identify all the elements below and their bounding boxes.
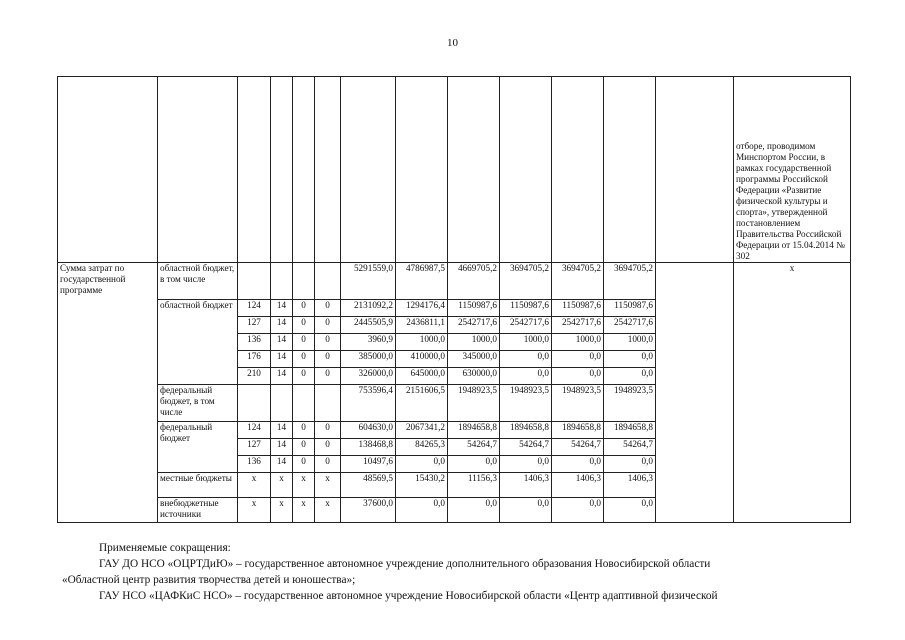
table-cell: 1406,3 (500, 473, 552, 498)
table-cell: 1150987,6 (500, 300, 552, 317)
notes-line: ГАУ НСО «ЦАФКиС НСО» – государственное автономное учреждение Новосибирской области «Центр адаптивной физической (99, 590, 718, 602)
table-cell: 0,0 (552, 498, 604, 523)
table-cell: 0 (293, 422, 315, 439)
table-cell: 2436811,1 (396, 317, 448, 334)
table-cell: 15430,2 (396, 473, 448, 498)
table-cell: 14 (271, 456, 293, 473)
table-cell: 14 (271, 334, 293, 351)
table-cell: 410000,0 (396, 351, 448, 368)
table-cell: 0,0 (500, 456, 552, 473)
table-cell: 1894658,8 (500, 422, 552, 439)
table-cell: 0 (315, 334, 341, 351)
table-cell: 37600,0 (341, 498, 396, 523)
table-cell (293, 385, 315, 422)
table-cell: 2445505,9 (341, 317, 396, 334)
table-cell: 54264,7 (448, 439, 500, 456)
table-cell: 1150987,6 (552, 300, 604, 317)
table-cell: 124 (238, 422, 271, 439)
table-cell (238, 385, 271, 422)
table-cell: x (315, 473, 341, 498)
page-number: 10 (447, 37, 458, 49)
table-cell: 0,0 (552, 351, 604, 368)
table-cell (271, 385, 293, 422)
table-cell: 0 (315, 456, 341, 473)
table-cell: 54264,7 (500, 439, 552, 456)
table-cell: 138468,8 (341, 439, 396, 456)
table-cell: 14 (271, 300, 293, 317)
table-cell: 0,0 (448, 456, 500, 473)
table-cell: 0,0 (604, 498, 656, 523)
table-cell: 326000,0 (341, 368, 396, 385)
table-cell: 11156,3 (448, 473, 500, 498)
table-cell: 1948923,5 (552, 385, 604, 422)
table-cell (315, 385, 341, 422)
table-cell: 0,0 (500, 368, 552, 385)
table-cell: 127 (238, 317, 271, 334)
abbreviations-notes (62, 540, 852, 604)
table-cell: 176 (238, 351, 271, 368)
table-cell: 0 (315, 368, 341, 385)
table-cell: 3694705,2 (552, 263, 604, 300)
table-cell: 1894658,8 (448, 422, 500, 439)
table-cell: 0 (293, 317, 315, 334)
table-cell: 1406,3 (552, 473, 604, 498)
table-cell: 630000,0 (448, 368, 500, 385)
table-cell: 2542717,6 (604, 317, 656, 334)
table-cell: 1294176,4 (396, 300, 448, 317)
table-cell: 0 (293, 439, 315, 456)
table-cell: 0 (293, 456, 315, 473)
table-cell: 14 (271, 422, 293, 439)
table-cell (271, 263, 293, 300)
table-cell: 0,0 (500, 498, 552, 523)
table-cell: 2067341,2 (396, 422, 448, 439)
table-cell: 0 (315, 439, 341, 456)
table-cell: 127 (238, 439, 271, 456)
table-cell: x (271, 498, 293, 523)
table-cell: 1948923,5 (604, 385, 656, 422)
table-cell: 0 (293, 334, 315, 351)
table-cell: 14 (271, 439, 293, 456)
table-cell: 54264,7 (552, 439, 604, 456)
table-cell: 1150987,6 (604, 300, 656, 317)
row-label: внебюджетные источники (158, 498, 238, 523)
table-cell: 4669705,2 (448, 263, 500, 300)
table-cell: 0,0 (552, 368, 604, 385)
table-cell: 124 (238, 300, 271, 317)
table-cell: x (293, 498, 315, 523)
table-cell (293, 263, 315, 300)
notes-line: ГАУ ДО НСО «ОЦРТДиЮ» – государственное автономное учреждение дополнительного образования Новосибирской области (99, 558, 711, 570)
table-cell: 1000,0 (396, 334, 448, 351)
table-cell: 1000,0 (604, 334, 656, 351)
table-cell: 4786987,5 (396, 263, 448, 300)
row-label: местные бюджеты (158, 473, 238, 498)
budget-table (57, 76, 851, 523)
table-cell: 1000,0 (448, 334, 500, 351)
table-cell: 3960,9 (341, 334, 396, 351)
table-cell: 0,0 (500, 351, 552, 368)
table-cell: 0 (315, 422, 341, 439)
summary-label: Сумма затрат по государственной программе (58, 263, 158, 523)
table-row-top (58, 77, 851, 263)
table-cell: 0,0 (396, 498, 448, 523)
table-cell: 136 (238, 456, 271, 473)
table-cell: 2542717,6 (500, 317, 552, 334)
table-cell: 0,0 (604, 456, 656, 473)
table-cell: 2151606,5 (396, 385, 448, 422)
table-cell: 645000,0 (396, 368, 448, 385)
table-cell: 1894658,8 (604, 422, 656, 439)
table-cell: x (238, 473, 271, 498)
table-cell: 48569,5 (341, 473, 396, 498)
row-label: областной бюджет, в том числе (158, 263, 238, 300)
table-cell: 1000,0 (500, 334, 552, 351)
row-label: федеральный бюджет (158, 422, 238, 473)
top-note-cell: отборе, проводимом Минспортом России, в рамках государственной программы Российской Федерации «Развитие физической культуры и спорта», утвержденной постановлением Правительства Российской Федерации от 15.04.2014 № 302 (734, 77, 851, 263)
table-cell (238, 263, 271, 300)
table-cell: 84265,3 (396, 439, 448, 456)
table-cell: 753596,4 (341, 385, 396, 422)
table-cell: 0,0 (448, 498, 500, 523)
table-cell: 0,0 (604, 351, 656, 368)
table-cell: 0 (315, 300, 341, 317)
table-cell: 604630,0 (341, 422, 396, 439)
table-cell: 3694705,2 (604, 263, 656, 300)
table-cell (315, 263, 341, 300)
table-cell: 0 (315, 317, 341, 334)
table-cell: 1894658,8 (552, 422, 604, 439)
table-row (58, 263, 851, 300)
table-cell: 0,0 (552, 456, 604, 473)
table-cell: 2542717,6 (552, 317, 604, 334)
notes-heading: Применяемые сокращения: (99, 542, 231, 554)
table-cell: 1948923,5 (500, 385, 552, 422)
table-cell: 0 (293, 300, 315, 317)
table-cell: 0 (293, 368, 315, 385)
table-cell: x (271, 473, 293, 498)
row-label: федеральный бюджет, в том числе (158, 385, 238, 422)
table-cell: 14 (271, 317, 293, 334)
notes-line: «Областной центр развития творчества детей и юношества»; (62, 574, 356, 586)
table-cell: 210 (238, 368, 271, 385)
table-cell: 1000,0 (552, 334, 604, 351)
table-cell: 0,0 (604, 368, 656, 385)
table-cell: 2542717,6 (448, 317, 500, 334)
table-cell: x (238, 498, 271, 523)
summary-note: x (734, 263, 851, 523)
table-cell: x (315, 498, 341, 523)
table-cell: 3694705,2 (500, 263, 552, 300)
table-cell: 54264,7 (604, 439, 656, 456)
table-cell: 1948923,5 (448, 385, 500, 422)
table-cell: 5291559,0 (341, 263, 396, 300)
table-cell: 1406,3 (604, 473, 656, 498)
table-cell: 0 (315, 351, 341, 368)
table-cell: 14 (271, 351, 293, 368)
table-cell: 2131092,2 (341, 300, 396, 317)
table-cell: 136 (238, 334, 271, 351)
table-cell: x (293, 473, 315, 498)
table-cell: 345000,0 (448, 351, 500, 368)
table-cell: 1150987,6 (448, 300, 500, 317)
table-cell: 10497,6 (341, 456, 396, 473)
table-cell: 0 (293, 351, 315, 368)
table-cell: 385000,0 (341, 351, 396, 368)
table-cell: 14 (271, 368, 293, 385)
row-label: областной бюджет (158, 300, 238, 385)
table-cell: 0,0 (396, 456, 448, 473)
